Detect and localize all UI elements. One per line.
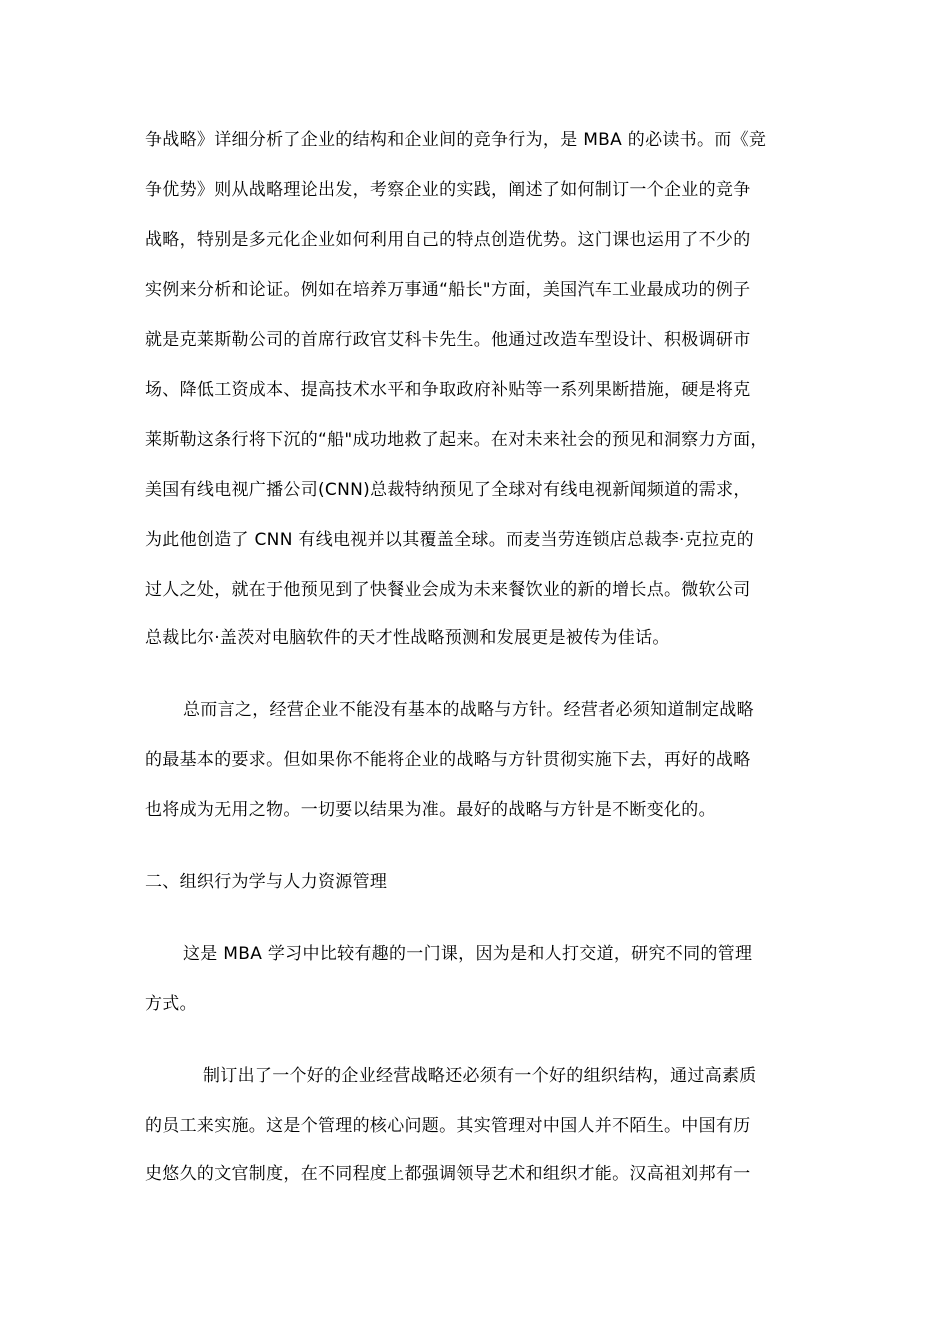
text-line: 美国有线电视广播公司(CNN)总裁特纳预见了全球对有线电视新闻频道的需求， <box>145 480 751 500</box>
text-line: 争优势》则从战略理论出发，考察企业的实践，阐述了如何制订一个企业的竞争 <box>145 180 751 200</box>
text-line: 方式。 <box>145 994 197 1014</box>
text-line: 史悠久的文官制度，在不同程度上都强调领导艺术和组织才能。汉高祖刘邦有一 <box>145 1164 751 1184</box>
text-line: 战略，特别是多元化企业如何利用自己的特点创造优势。这门课也运用了不少的 <box>145 230 751 250</box>
text-line: 争战略》详细分析了企业的结构和企业间的竞争行为，是 MBA 的必读书。而《竞 <box>145 130 767 150</box>
text-line: 莱斯勒这条行将下沉的“船"成功地救了起来。在对未来社会的预见和洞察力方面， <box>145 430 768 450</box>
text-line: 过人之处，就在于他预见到了快餐业会成为未来餐饮业的新的增长点。微软公司 <box>145 580 751 600</box>
text-line: 总裁比尔·盖茨对电脑软件的天才性战略预测和发展更是被传为佳话。 <box>145 628 670 648</box>
text-line: 也将成为无用之物。一切要以结果为准。最好的战略与方针是不断变化的。 <box>145 800 716 820</box>
text-line: 场、降低工资成本、提高技术水平和争取政府补贴等一系列果断措施，硬是将克 <box>145 380 751 400</box>
text-line: 实例来分析和论证。例如在培养万事通“船长"方面，美国汽车工业最成功的例子 <box>145 280 751 300</box>
text-line: 这是 MBA 学习中比较有趣的一门课，因为是和人打交道，研究不同的管理 <box>183 944 753 964</box>
text-line: 为此他创造了 CNN 有线电视并以其覆盖全球。而麦当劳连锁店总裁李·克拉克的 <box>145 530 754 550</box>
text-line: 就是克莱斯勒公司的首席行政官艾科卡先生。他通过改造车型设计、积极调研市 <box>145 330 751 350</box>
text-line: 总而言之，经营企业不能没有基本的战略与方针。经营者必须知道制定战略 <box>183 700 754 720</box>
section-heading: 二、组织行为学与人力资源管理 <box>145 872 388 892</box>
text-line: 的员工来实施。这是个管理的核心问题。其实管理对中国人并不陌生。中国有历 <box>145 1116 751 1136</box>
text-line: 的最基本的要求。但如果你不能将企业的战略与方针贯彻实施下去，再好的战略 <box>145 750 751 770</box>
text-line: 制订出了一个好的企业经营战略还必须有一个好的组织结构，通过高素质 <box>203 1066 757 1086</box>
